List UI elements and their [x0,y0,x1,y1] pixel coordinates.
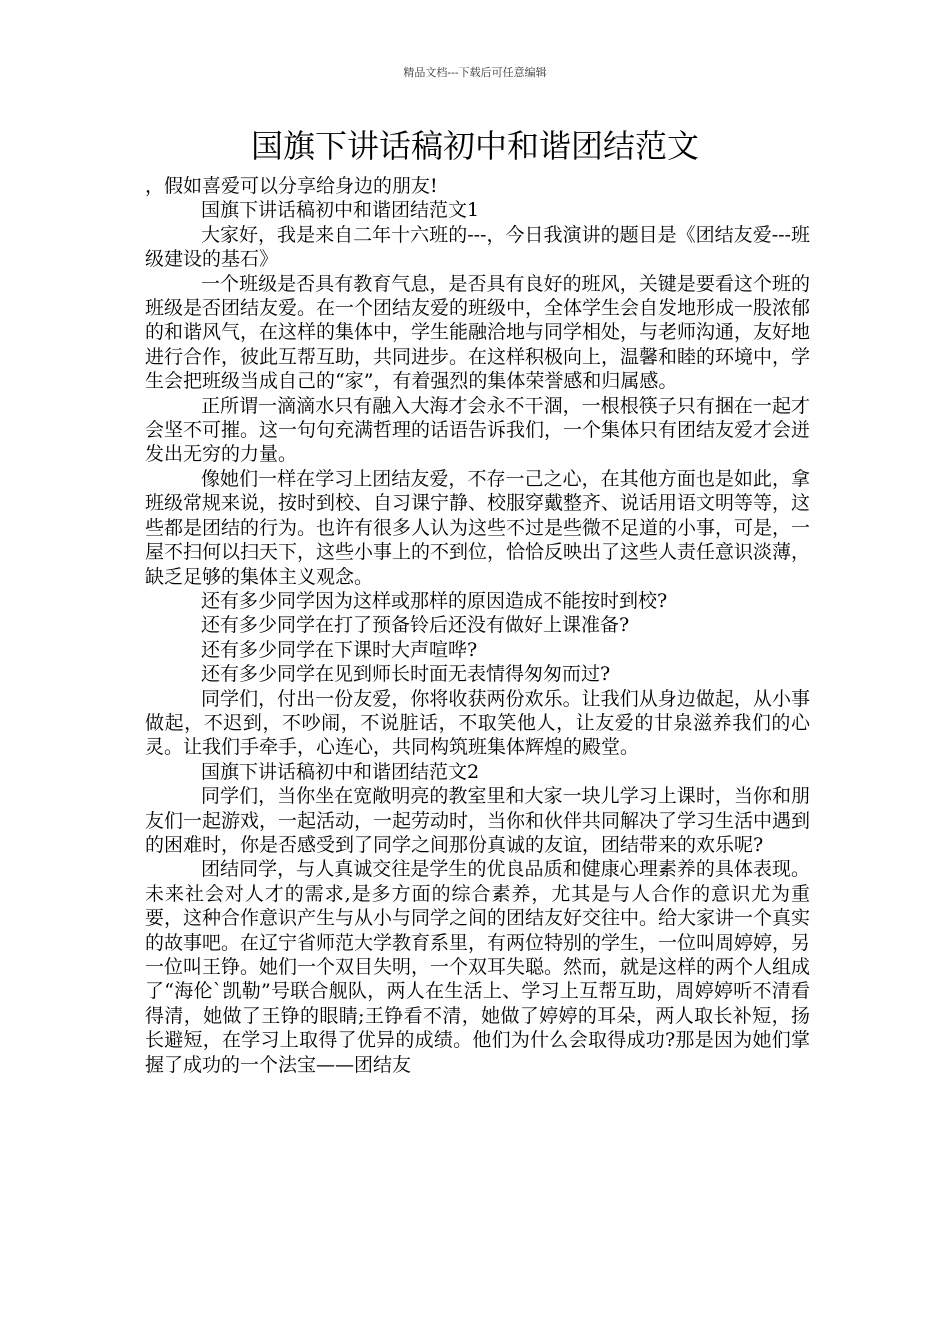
paragraph: 一个班级是否具有教育气息，是否具有良好的班风，关键是要看这个班的班级是否团结友爱。在一个团结友爱的班级中，全体学生会自发地形成一股浓郁的和谐风气，在这样的集体中，学生能融洽地与同学相处，与老师沟通，友好地进行合作，彼此互帮互助，共同进步。在这样积极向上，温馨和睦的环境中，学生会把班级当成自己的“家”，有着强烈的集体荣誉感和归属感。 [145,272,811,393]
paragraph: 团结同学，与人真诚交往是学生的优良品质和健康心理素养的具体表现。未来社会对人才的需求,是多方面的综合素养，尤其是与人合作的意识尤为重要，这种合作意识产生与从小与同学之间的团结友好交往中。给大家讲一个真实的故事吧。在辽宁省师范大学教育系里，有两位特别的学生，一位叫周婷婷，另一位叫王铮。她们一个双目失明，一个双耳失聪。然而，就是这样的两个人组成了“海伦`凯勒”号联合舰队，两人在生活上、学习上互帮互助，周婷婷听不清看得清，她做了王铮的眼睛;王铮看不清，她做了婷婷的耳朵，两人取长补短，扬长避短，在学习上取得了优异的成绩。他们为什么会取得成功?那是因为她们掌握了成功的一个法宝——团结友 [145,858,811,1076]
page-header: 精品文档---下载后可任意编辑 [403,66,547,79]
paragraph: 大家好，我是来自二年十六班的---，今日我演讲的题目是《团结友爱---班级建设的基石》 [145,223,810,271]
document-body [145,174,810,1077]
question-line: 还有多少同学在下课时大声喧哗? [201,638,478,661]
question-line: 还有多少同学因为这样或那样的原因造成不能按时到校? [201,589,668,612]
question-line: 还有多少同学在打了预备铃后还没有做好上课准备? [201,614,630,637]
paragraph: 同学们，付出一份友爱，你将收获两份欢乐。让我们从身边做起，从小事做起，不迟到，不吵闹，不说脏话，不取笑他人，让友爱的甘泉滋养我们的心灵。让我们手牵手，心连心，共同构筑班集体辉煌的殿堂。 [145,687,810,759]
paragraph: 同学们，当你坐在宽敞明亮的教室里和大家一块儿学习上课时，当你和朋友们一起游戏，一起活动，一起劳动时，当你和伙伴共同解决了学习生活中遇到的困难时，你是否感受到了同学之间那份真诚的友谊，团结带来的欢乐呢? [145,785,811,856]
paragraph: 正所谓一滴滴水只有融入大海才会永不干涸，一根根筷子只有捆在一起才会坚不可摧。这一句句充满哲理的话语告诉我们，一个集体只有团结友爱才会迸发出无穷的力量。 [145,394,811,466]
question-line: 还有多少同学在见到师长时面无表情得匆匆而过? [201,663,611,686]
intro-line: ，假如喜爱可以分享给身边的朋友! [145,175,438,197]
paragraph: 像她们一样在学习上团结友爱，不存一己之心，在其他方面也是如此，拿班级常规来说，按时到校、自习课宁静、校服穿戴整齐、说话用语文明等等，这些都是团结的行为。也许有很多人认为这些不过是些微不足道的小事，可是，一屋不扫何以扫天下，这些小事上的不到位，恰恰反映出了这些人责任意识淡薄，缺乏足够的集体主义观念。 [145,467,811,588]
section-heading-1: 国旗下讲话稿初中和谐团结范文1 [201,199,480,222]
section-heading-2: 国旗下讲话稿初中和谐团结范文2 [201,760,480,783]
document-title: 国旗下讲话稿初中和谐团结范文 [250,127,699,165]
